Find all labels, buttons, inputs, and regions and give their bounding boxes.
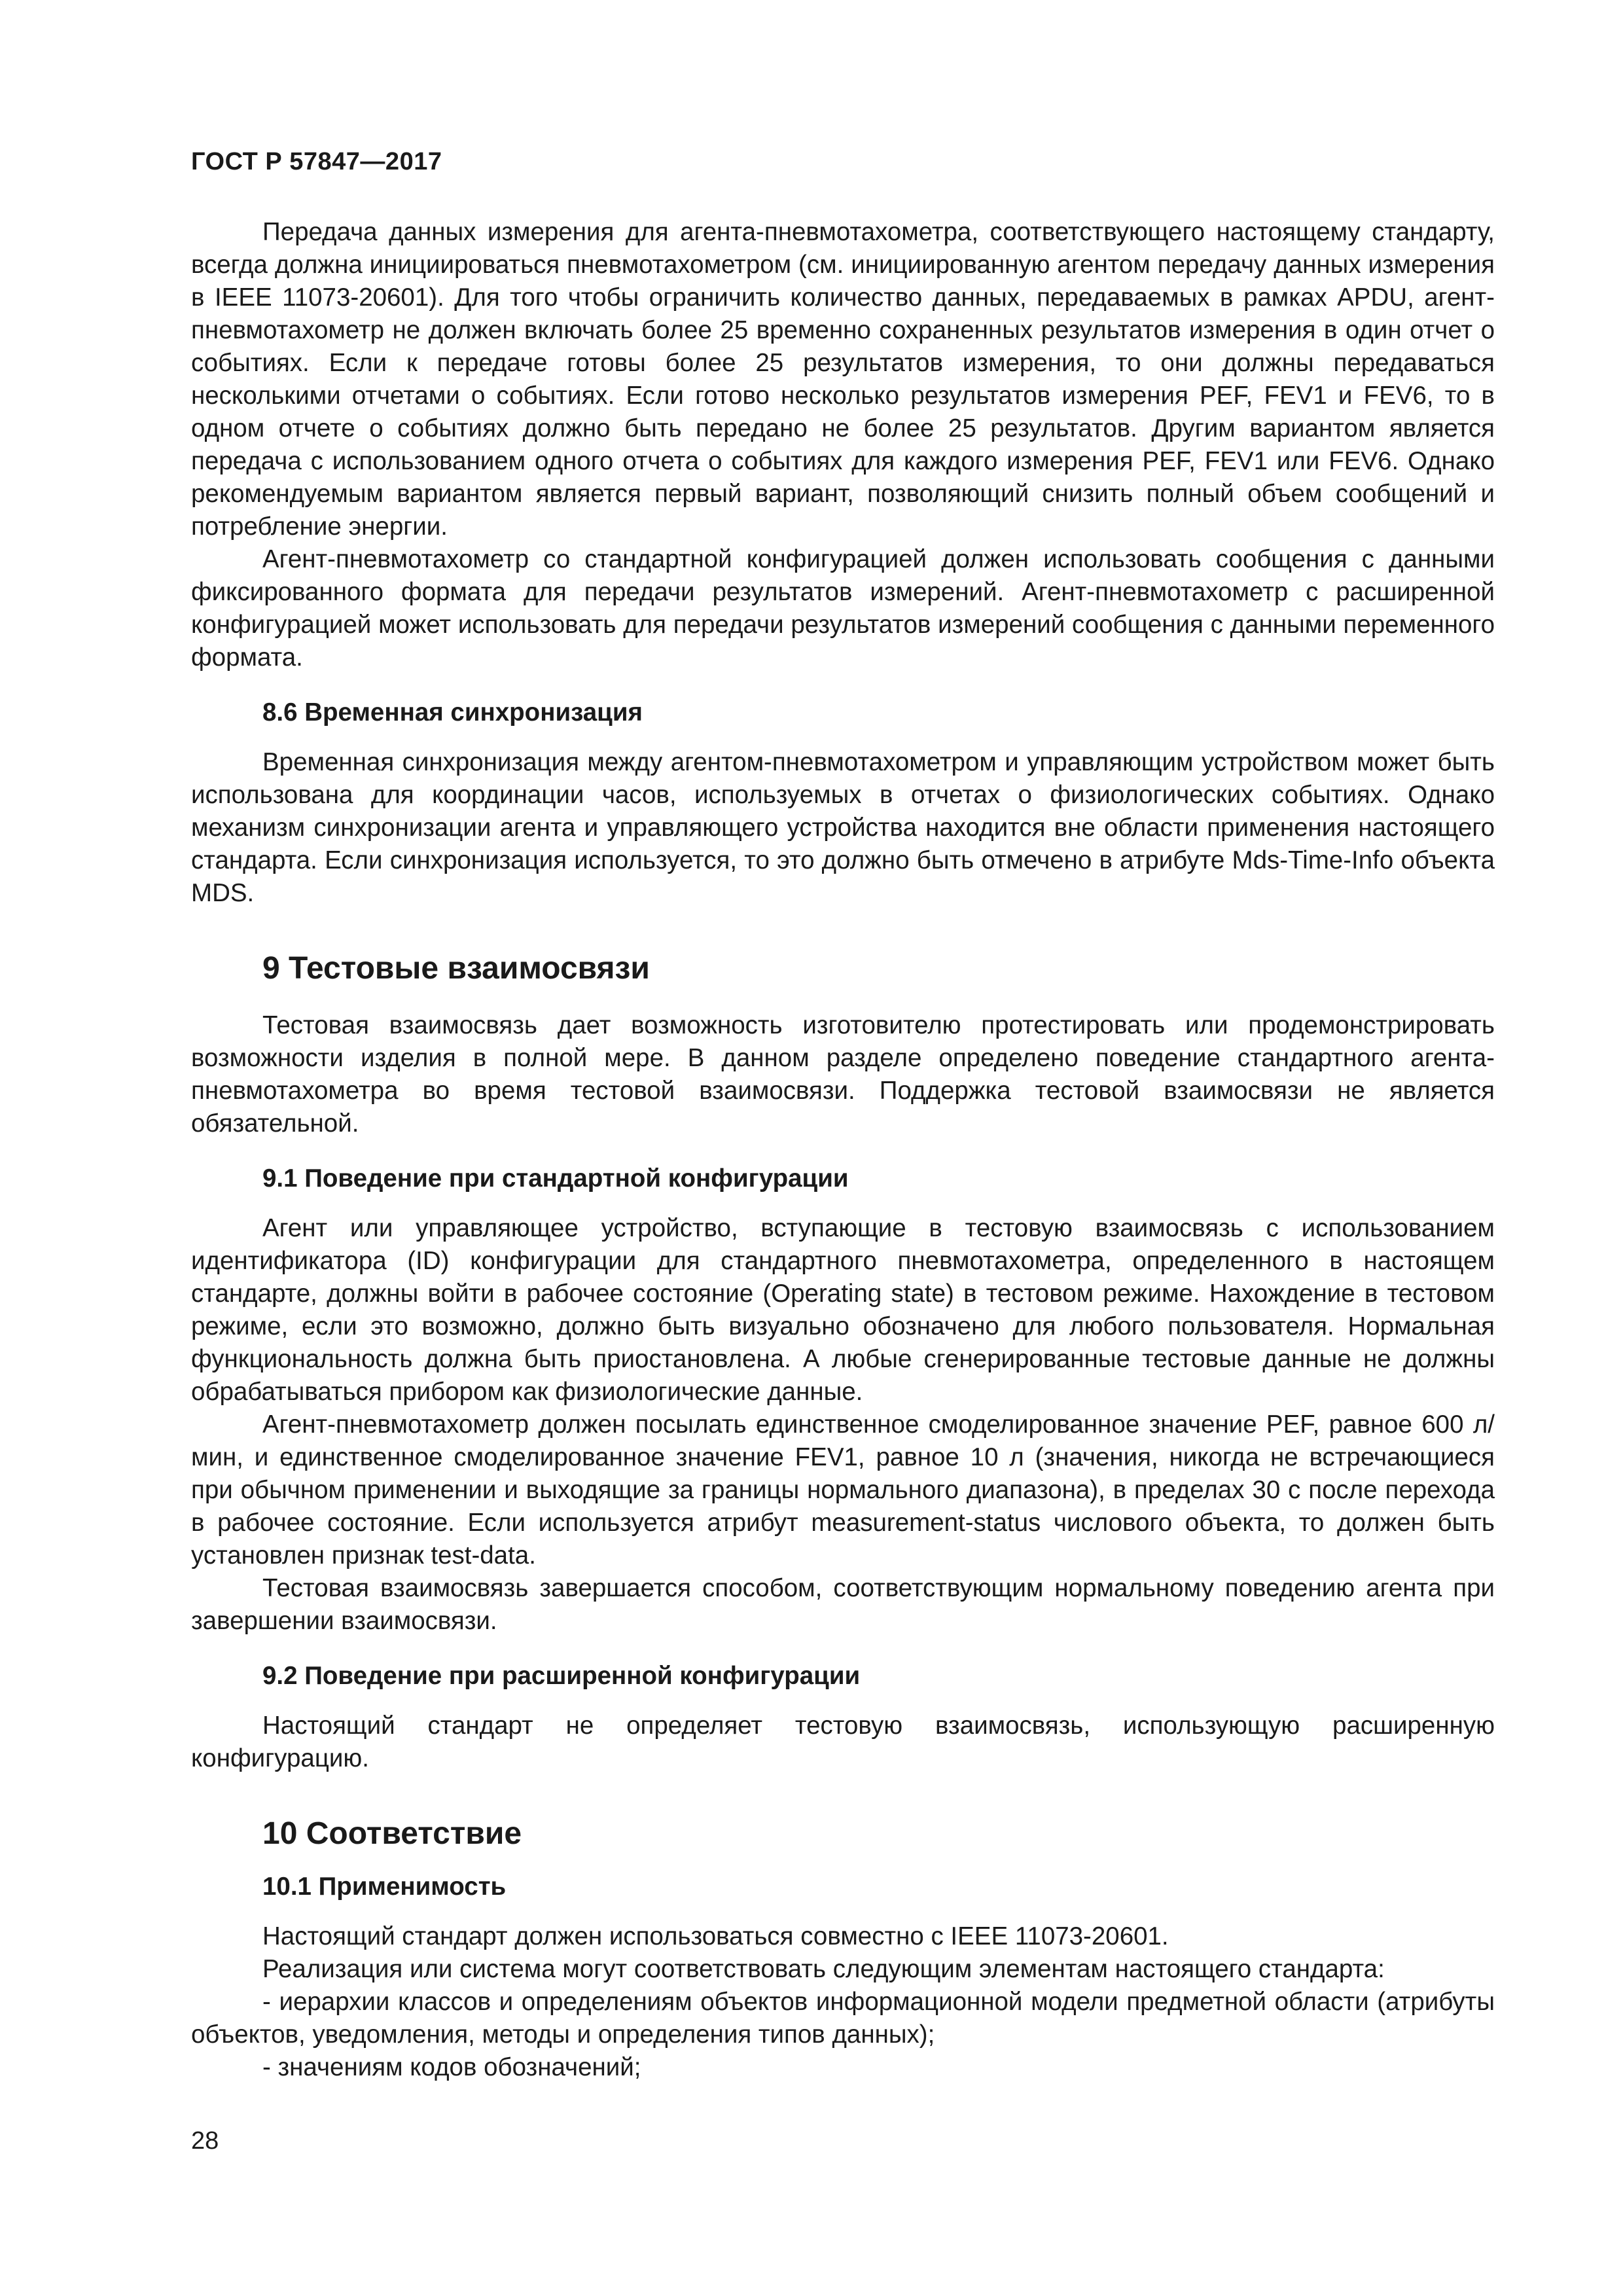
list-item-code-values: - значениям кодов обозначений; <box>262 2053 641 2081</box>
document-header: ГОСТ Р 57847—2017 <box>191 148 442 175</box>
heading-10-1: 10.1 Применимость <box>262 1873 507 1901</box>
heading-10: 10 Соответствие <box>262 1816 522 1851</box>
heading-8-6: 8.6 Временная синхронизация <box>262 698 643 726</box>
heading-9-1: 9.1 Поведение при стандартной конфигурации <box>262 1164 849 1193</box>
paragraph-extended-config-behavior: Настоящий стандарт не определяет тестовую взаимосвязь, использующую расширенную конфигурацию. <box>191 1712 1495 1772</box>
list-item-class-hierarchy: - иерархии классов и определениям объектов информационной модели предметной области (атрибуты объектов, уведомления, методы и определения типов данных); <box>191 1988 1495 2049</box>
paragraph-test-termination: Тестовая взаимосвязь завершается способом, соответствующим нормальному поведению агента при завершении взаимосвязи. <box>191 1574 1495 1635</box>
paragraph-time-sync: Временная синхронизация между агентом-пневмотахометром и управляющим устройством может быть использована для координации часов, используемых в отчетах о физиологических событиях. Однако механизм синхронизации агента и управляющего устройства находится вне области применения настоящего стандарта. Если синхронизация используется, то это должно быть отмечено в атрибуте Mds-Time-Info объекта MDS. <box>191 748 1495 907</box>
paragraph-standard-config-behavior: Агент или управляющее устройство, вступающие в тестовую взаимосвязь с использованием идентификатора (ID) конфигурации для стандартного пневмотахометра, определенного в настоящем стандарте, должны войти в рабочее состояние (Operating state) в тестовом режиме. Нахождение в тестовом режиме, если это возможно, должно быть визуально обозначено для любого пользователя. Нормальная функциональность должна быть приостановлена. А любые сгенерированные тестовые данные не должны обрабатываться прибором как физиологические данные. <box>191 1214 1495 1406</box>
document-body <box>191 216 1495 2084</box>
paragraph-message-formats: Агент-пневмотахометр со стандартной конфигурацией должен использовать сообщения с данными фиксированного формата для передачи результатов измерений. Агент-пневмотахометр с расширенной конфигурацией может использовать для передачи результатов измерений сообщения с данными переменного формата. <box>191 545 1495 672</box>
page-number: 28 <box>191 2127 219 2155</box>
paragraph-simulated-values: Агент-пневмотахометр должен посылать единственное смоделированное значение PEF, равное 600 л/мин, и единственное смоделированное значение FEV1, равное 10 л (значения, никогда не встречающиеся при обычном применении и выходящие за границы нормального диапазона), в пределах 30 с после перехода в рабочее состояние. Если используется атрибут measurement-status числового объекта, то должен быть установлен признак test-data. <box>191 1410 1495 1570</box>
paragraph-measurement-transfer: Передача данных измерения для агента-пневмотахометра, соответствующего настоящему стандарту, всегда должна инициироваться пневмотахометром (см. инициированную агентом передачу данных измерения в IEEE 11073-20601). Для того чтобы ограничить количество данных, передаваемых в рамках APDU, агент-пневмотахометр не должен включать более 25 временно сохраненных результатов измерения в один отчет о событиях. Если к передаче готовы более 25 результатов измерения, то они должны передаваться несколькими отчетами о событиях. Если готово несколько результатов измерения PEF, FEV1 и FEV6, то в одном отчете о событиях должно быть передано не более 25 результатов. Другим вариантом является передача с использованием одного отчета о событиях для каждого измерения PEF, FEV1 или FEV6. Однако рекомендуемым вариантом является первый вариант, позволяющий снизить полный объем сообщений и потребление энергии. <box>191 218 1495 541</box>
heading-9: 9 Тестовые взаимосвязи <box>262 951 650 986</box>
heading-9-2: 9.2 Поведение при расширенной конфигурации <box>262 1662 861 1690</box>
paragraph-usage-with-ieee: Настоящий стандарт должен использоваться совместно с IEEE 11073-20601. <box>262 1922 1169 1950</box>
paragraph-test-association: Тестовая взаимосвязь дает возможность изготовителю протестировать или продемонстрировать возможности изделия в полной мере. В данном разделе определено поведение стандартного агента-пневмотахометра во время тестовой взаимосвязи. Поддержка тестовой взаимосвязи не является обязательной. <box>191 1011 1495 1138</box>
paragraph-conformance-elements: Реализация или система могут соответствовать следующим элементам настоящего стандарта: <box>262 1955 1385 1983</box>
